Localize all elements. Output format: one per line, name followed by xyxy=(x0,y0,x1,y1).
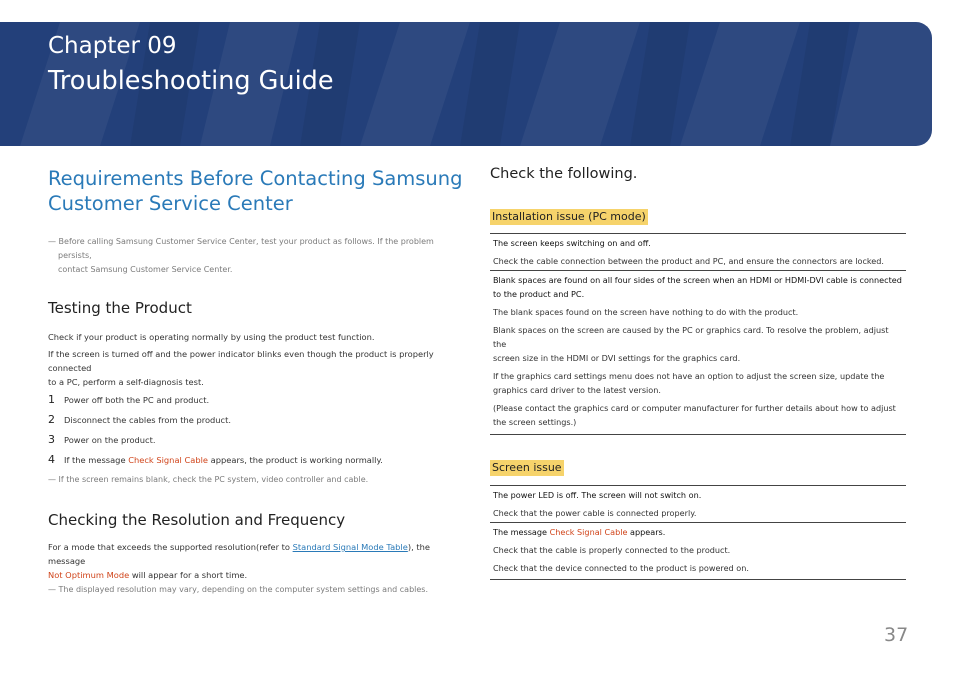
step-item: 3 Power on the product. xyxy=(48,433,156,446)
chapter-label: Chapter 09 xyxy=(48,33,177,59)
installation-issue-table xyxy=(490,233,906,435)
testing-heading: Testing the Product xyxy=(48,299,192,317)
right-column xyxy=(490,166,906,580)
resolution-note: — The displayed resolution may vary, depending on the computer system settings and cables. xyxy=(48,585,428,594)
test-steps xyxy=(48,393,468,473)
table-row: Check that the power cable is connected properly. xyxy=(493,508,697,518)
chapter-banner xyxy=(0,22,932,146)
standard-signal-mode-table-link[interactable]: Standard Signal Mode Table xyxy=(292,542,408,552)
step-item: 4 If the message Check Signal Cable appears, the product is working normally. xyxy=(48,453,383,466)
resolution-para: For a mode that exceeds the supported resolution(refer to Standard Signal Mode Table), the message Not Optimum Mode will appear for a short time. xyxy=(48,542,430,580)
testing-para-2: If the screen is turned off and the power indicator blinks even though the product is properly connected to a PC, perform a self-diagnosis test. xyxy=(48,349,434,387)
left-column xyxy=(48,166,468,597)
table-row: Blank spaces are found on all four sides of the screen when an HDMI or HDMI-DVI cable is connected to the product and PC. xyxy=(490,270,906,303)
table-row: The screen keeps switching on and off. xyxy=(493,238,651,248)
table-row: If the graphics card settings menu does not have an option to adjust the screen size, update the graphics card driver to the latest version. xyxy=(493,371,885,395)
section-heading: Requirements Before Contacting Samsung Customer Service Center xyxy=(48,167,463,215)
resolution-heading: Checking the Resolution and Frequency xyxy=(48,511,346,529)
step-item: 2 Disconnect the cables from the product. xyxy=(48,413,232,426)
table-row: Check the cable connection between the product and PC, and ensure the connectors are locked. xyxy=(493,256,884,266)
table-row: The blank spaces found on the screen have nothing to do with the product. xyxy=(493,307,799,317)
chapter-title: Troubleshooting Guide xyxy=(48,66,334,96)
screen-issue-label: Screen issue xyxy=(492,461,562,474)
table-row: (Please contact the graphics card or computer manufacturer for further details about how to adjust the screen settings.) xyxy=(493,403,896,427)
table-row: Check that the device connected to the product is powered on. xyxy=(493,563,749,573)
check-heading: Check the following. xyxy=(490,166,638,182)
intro-note: — Before calling Samsung Customer Service Center, test your product as follows. If the problem persists, contact Samsung Customer Service Center. xyxy=(48,237,434,274)
check-signal-cable-text: Check Signal Cable xyxy=(128,455,209,465)
installation-issue-label: Installation issue (PC mode) xyxy=(492,210,646,223)
screen-issue-table xyxy=(490,485,906,580)
table-row: Blank spaces on the screen are caused by the PC or graphics card. To resolve the problem, adjust the screen size in the HDMI or DVI settings for the graphics card. xyxy=(493,325,889,363)
testing-note: — If the screen remains blank, check the PC system, video controller and cable. xyxy=(48,475,369,484)
page-number: 37 xyxy=(884,624,909,646)
not-optimum-mode-text: Not Optimum Mode xyxy=(48,570,130,580)
check-signal-cable-text: Check Signal Cable xyxy=(549,527,628,537)
testing-para-1: Check if your product is operating normally by using the product test function. xyxy=(48,332,375,342)
table-row: The message Check Signal Cable appears. xyxy=(490,522,906,541)
step-item: 1 Power off both the PC and product. xyxy=(48,393,210,406)
table-row: Check that the cable is properly connected to the product. xyxy=(493,545,731,555)
table-row: The power LED is off. The screen will not switch on. xyxy=(493,490,702,500)
